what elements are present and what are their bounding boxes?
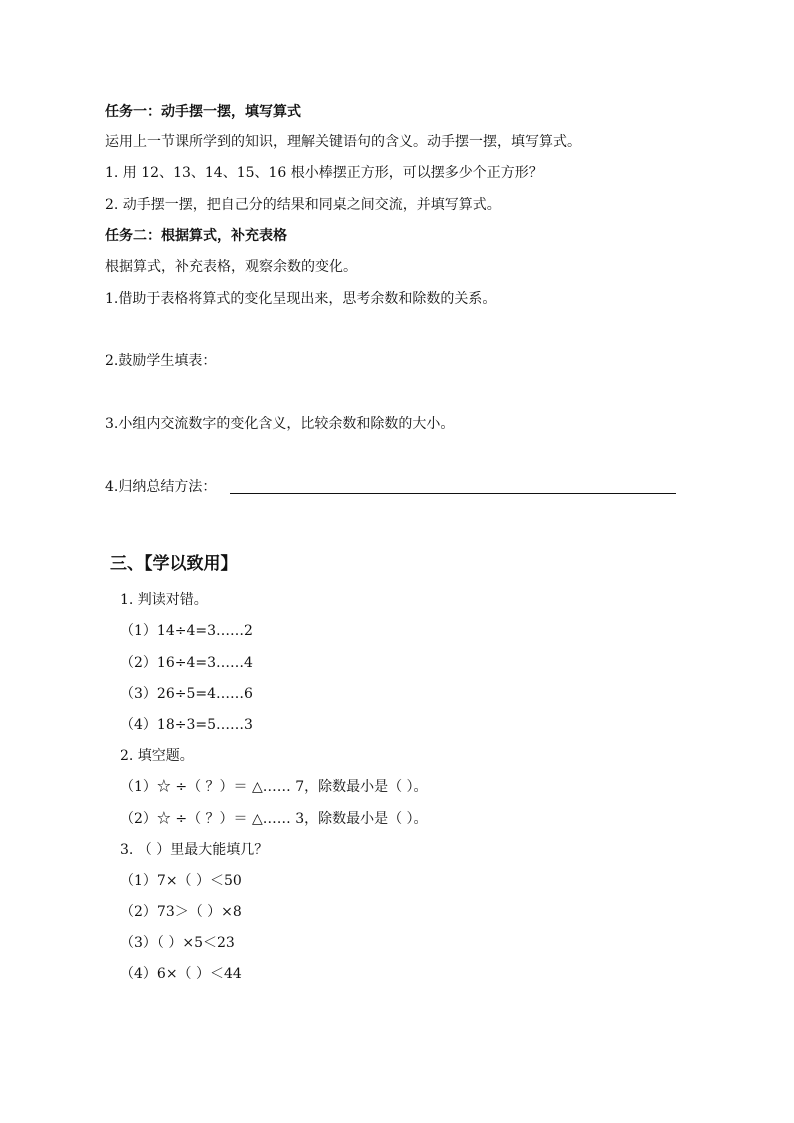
answer-underline[interactable] xyxy=(230,493,676,494)
q1-item-3: （3）26÷5=4……6 xyxy=(120,686,253,702)
task2-item-1: 1.借助于表格将算式的变化呈现出来，思考余数和除数的关系。 xyxy=(105,291,497,307)
q2-item-2: （2）☆ ÷（ ？）＝ △…… 3，除数最小是（ ）。 xyxy=(120,811,428,827)
q2-title: 2. 填空题。 xyxy=(120,748,194,764)
q3-item-2: （2）73＞（ ）×8 xyxy=(120,904,242,920)
q3-item-1: （1）7×（ ）＜50 xyxy=(120,873,242,889)
q1-title: 1. 判读对错。 xyxy=(120,592,208,608)
q2-item-1: （1）☆ ÷（ ？）＝ △…… 7，除数最小是（ ）。 xyxy=(120,779,428,795)
q1-item-2: （2）16÷4=3……4 xyxy=(120,655,253,671)
task2-item-3: 3.小组内交流数字的变化含义，比较余数和除数的大小。 xyxy=(105,416,455,432)
q3-title: 3. （ ）里最大能填几？ xyxy=(120,842,269,858)
q3-item-4: （4）6×（ ）＜44 xyxy=(120,966,242,982)
q1-item-1: （1）14÷4=3……2 xyxy=(120,623,253,639)
task1-item-1: 1. 用 12、13、14、15、16 根小棒摆正方形，可以摆多少个正方形？ xyxy=(105,165,543,181)
q3-item-3: （3）（ ）×5＜23 xyxy=(120,935,235,951)
task1-intro: 运用上一节课所学到的知识，理解关键语句的含义。动手摆一摆，填写算式。 xyxy=(105,134,581,150)
task2-intro: 根据算式，补充表格，观察余数的变化。 xyxy=(105,259,357,275)
task2-title: 任务二：根据算式，补充表格 xyxy=(105,228,287,244)
q1-item-4: （4）18÷3=5……3 xyxy=(120,717,253,733)
task1-title: 任务一：动手摆一摆，填写算式 xyxy=(105,104,301,120)
task1-item-2: 2. 动手摆一摆，把自己分的结果和同桌之间交流，并填写算式。 xyxy=(105,197,501,213)
task2-item-4: 4.归纳总结方法： xyxy=(105,479,217,495)
section3-title: 三、【学以致用】 xyxy=(110,554,238,574)
task2-item-2: 2.鼓励学生填表： xyxy=(105,353,217,369)
